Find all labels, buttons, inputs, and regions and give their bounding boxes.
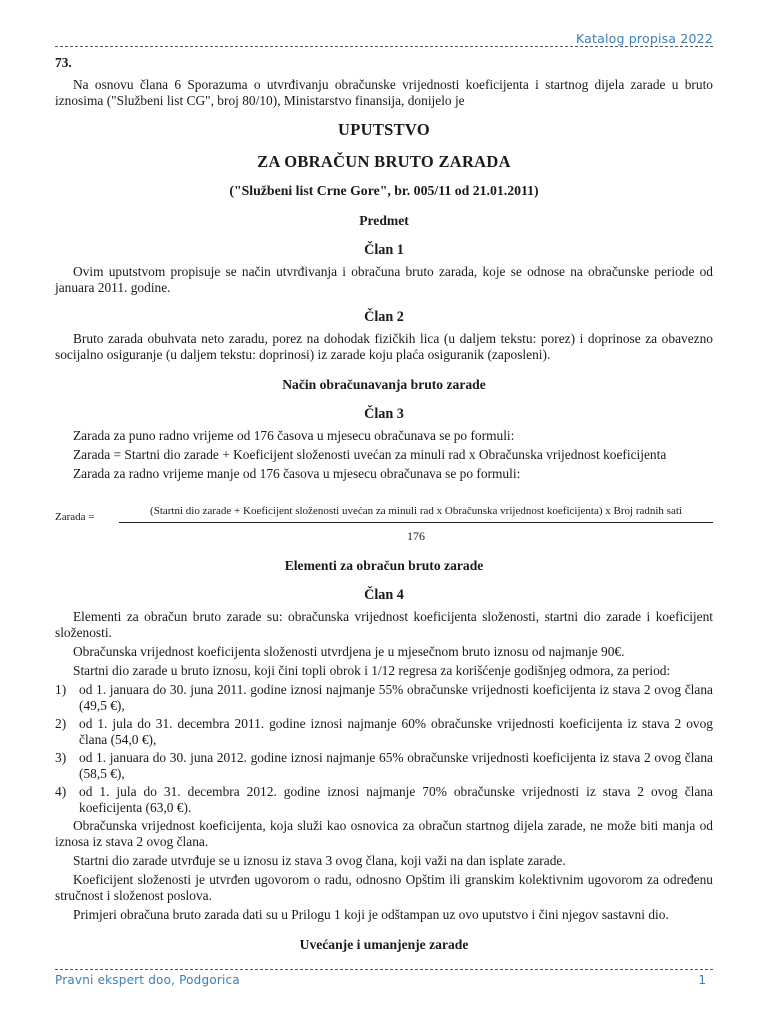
article-4-paragraph-5: Startni dio zarade utvrđuje se u iznosu iz stava 3 ovog člana, koji važi na dan isplate zarade. (73, 853, 566, 868)
article-3-paragraph-1: Zarada za puno radno vrijeme od 176 časova u mjesecu obračunava se po formuli: (73, 428, 515, 443)
article-4-heading: Član 4 (364, 587, 404, 603)
list-item-index: 1) (55, 682, 67, 697)
section-heading-predmet: Predmet (359, 213, 409, 228)
formula-fraction (119, 504, 713, 544)
header-title: Katalog propisa 2022 (575, 31, 713, 46)
document-subtitle: ZA OBRAČUN BRUTO ZARADA (257, 152, 511, 171)
article-1-heading: Član 1 (364, 242, 404, 258)
article-1-text: Ovim uputstvom propisuje se način utvrđivanja i obračuna bruto zarada, koje se odnose na obračunske periode od januara 2011. godine. (55, 264, 713, 295)
list-item-index: 3) (55, 750, 67, 765)
article-4-paragraph-1: Elementi za obračun bruto zarade su: obračunska vrijednost koeficijenta složenosti, startni dio zarade i koeficijent složenosti. (55, 609, 713, 640)
formula-numerator: (Startni dio zarade + Koeficijent složenosti uvećan za minuli rad x Obračunska vrijednost koeficijenta) x Broj radnih sati (119, 504, 713, 523)
list-item (55, 750, 713, 782)
footer-publisher: Pravni ekspert doo, Podgorica (55, 973, 240, 987)
article-2-text: Bruto zarada obuhvata neto zaradu, porez na dohodak fizičkih lica (u daljem tekstu: porez) i doprinose za obavezno socijalno osiguranje (u daljem tekstu: doprinosi) iz zarade koju plaća osiguranik (zaposleni). (55, 331, 713, 362)
document-title: UPUTSTVO (338, 120, 430, 139)
list-item-index: 4) (55, 784, 67, 799)
article-4-paragraph-4: Obračunska vrijednost koeficijenta, koja služi kao osnovica za obračun startnog dijela zarade, ne može biti manja od iznosa iz stava 2 ovog člana. (55, 818, 713, 849)
article-4-paragraph-7: Primjeri obračuna bruto zarada dati su u Prilogu 1 koji je odštampan uz ovo uputstvo i čini njegov sastavni dio. (73, 907, 669, 922)
list-item-index: 2) (55, 716, 67, 731)
formula-label: Zarada = (55, 511, 95, 523)
section-heading-nacin: Način obračunavanja bruto zarade (282, 377, 486, 392)
list-item (55, 784, 713, 816)
article-4-paragraph-3: Startni dio zarade u bruto iznosu, koji čini topli obrok i 1/12 regresa za korišćenje godišnjeg odmora, za period: (73, 663, 671, 678)
list-item-text: od 1. januara do 30. juna 2012. godine iznosi najmanje 65% obračunske vrijednosti koeficijenta iz stava 2 ovog člana (58,5 €), (79, 750, 713, 781)
period-list (55, 682, 713, 816)
document-body (55, 55, 713, 953)
article-2-heading: Član 2 (364, 309, 404, 325)
header-divider (55, 46, 713, 47)
footer-divider (55, 969, 713, 970)
section-heading-elementi: Elementi za obračun bruto zarade (284, 558, 484, 573)
article-3-paragraph-2: Zarada = Startni dio zarade + Koeficijent složenosti uvećan za minuli rad x Obračunska vrijednost koeficijenta (73, 447, 667, 462)
list-item-text: od 1. januara do 30. juna 2011. godine iznosi najmanje 55% obračunske vrijednosti koeficijenta iz stava 2 ovog člana (49,5 €), (79, 682, 713, 713)
list-item-text: od 1. jula do 31. decembra 2011. godine iznosi najmanje 60% obračunske vrijednosti koeficijenta iz stava 2 ovog člana (54,0 €), (79, 716, 713, 747)
formula-denominator: 176 (407, 529, 425, 543)
intro-paragraph: Na osnovu člana 6 Sporazuma o utvrđivanju obračunske vrijednosti koeficijenta i startnog dijela zarade u bruto iznosima ("Službeni list CG", broj 80/10), Ministarstvo finansija, donijelo je (55, 77, 713, 108)
gazette-reference: ("Službeni list Crne Gore", br. 005/11 od 21.01.2011) (229, 183, 539, 198)
section-heading-uvecanje: Uvećanje i umanjenje zarade (299, 937, 469, 952)
article-4-paragraph-6: Koeficijent složenosti je utvrđen ugovorom o radu, odnosno Opštim ili granskim kolektivnim ugovorom za određenu stručnost i složenost poslova. (55, 872, 713, 903)
article-3-paragraph-3: Zarada za radno vrijeme manje od 176 časova u mjesecu obračunava se po formuli: (73, 466, 521, 481)
article-4-paragraph-2: Obračunska vrijednost koeficijenta složenosti utvrdjena je u mjesečnom bruto iznosu od najmanje 90€. (73, 644, 625, 659)
page-number: 1 (698, 973, 706, 987)
list-item-text: od 1. jula do 31. decembra 2012. godine iznosi najmanje 70% obračunske vrijednosti iz stava 2 ovog člana koeficijenta (63,0 €). (79, 784, 713, 815)
salary-formula (55, 504, 713, 544)
list-item (55, 682, 713, 714)
regulation-number: 73. (55, 55, 72, 70)
list-item (55, 716, 713, 748)
article-3-heading: Član 3 (364, 406, 404, 422)
